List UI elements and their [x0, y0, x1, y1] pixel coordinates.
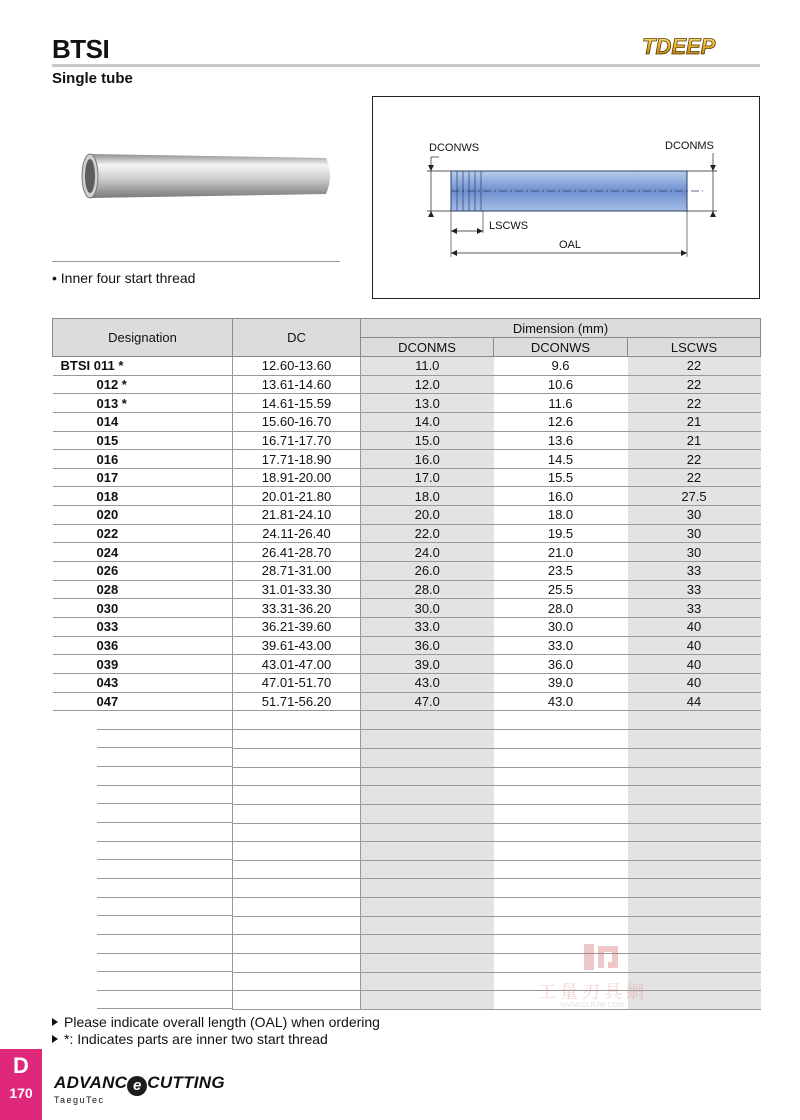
table-row	[53, 562, 761, 581]
photo-divider	[52, 261, 340, 262]
cell-designation	[53, 487, 233, 506]
watermark-mark-icon	[582, 942, 622, 972]
cell-dc: 14.61-15.59	[233, 394, 361, 413]
note-oal-text: Please indicate overall length (OAL) when ordering	[64, 1014, 380, 1030]
cell-lscws: 33	[628, 580, 761, 599]
note-asterisk-text: *: Indicates parts are inner two start thread	[64, 1031, 328, 1047]
empty-cell-line	[97, 823, 233, 842]
watermark-url: WWW.GLRJW.COM	[560, 1002, 624, 1009]
cell-dc: 24.11-26.40	[233, 524, 361, 543]
table-row	[53, 412, 761, 431]
cell-dconms: 47.0	[361, 692, 494, 711]
cell-designation	[53, 412, 233, 431]
empty-table-row	[53, 898, 761, 917]
cell-dconms: 17.0	[361, 468, 494, 487]
cell-lscws: 40	[628, 636, 761, 655]
cell-lscws: 22	[628, 375, 761, 394]
cell-dc: 39.61-43.00	[233, 636, 361, 655]
empty-cell	[628, 730, 761, 749]
empty-cell	[233, 898, 361, 917]
header-designation: Designation	[53, 319, 233, 357]
designation-code: 017	[96, 470, 119, 486]
empty-cell	[361, 823, 494, 842]
designation-prefix: BTSI	[60, 358, 91, 374]
cell-lscws: 27.5	[628, 487, 761, 506]
cell-dconms: 30.0	[361, 599, 494, 618]
empty-cell-line	[97, 879, 233, 898]
empty-cell	[233, 786, 361, 805]
cell-designation	[53, 580, 233, 599]
empty-table-row	[53, 786, 761, 805]
watermark	[530, 942, 680, 1012]
cell-dconms: 20.0	[361, 506, 494, 525]
empty-cell	[233, 935, 361, 954]
title-divider	[52, 64, 760, 67]
empty-cell	[233, 767, 361, 786]
section-tab	[0, 1049, 42, 1120]
designation-code: 047	[96, 693, 119, 709]
tube-schematic	[373, 97, 761, 300]
logo-sub: TaeguTec	[54, 1095, 105, 1105]
cell-dconws: 28.0	[494, 599, 628, 618]
designation-code: 036	[96, 637, 119, 653]
empty-cell	[494, 786, 628, 805]
empty-cell	[494, 804, 628, 823]
cell-dconws: 15.5	[494, 468, 628, 487]
empty-cell	[53, 898, 233, 917]
empty-cell	[53, 935, 233, 954]
empty-cell	[53, 804, 233, 823]
svg-text:TDEEP: TDEEP	[642, 34, 716, 59]
empty-cell	[361, 935, 494, 954]
cell-dconws: 39.0	[494, 673, 628, 692]
empty-cell	[361, 991, 494, 1010]
empty-cell	[53, 991, 233, 1010]
designation-code: 011 *	[93, 358, 124, 374]
empty-cell-line	[97, 916, 233, 935]
empty-cell-line	[97, 898, 233, 917]
cell-lscws: 22	[628, 357, 761, 376]
designation-code: 026	[96, 563, 119, 579]
label-dconws: DCONWS	[429, 142, 480, 154]
empty-cell	[53, 916, 233, 935]
table-row	[53, 524, 761, 543]
cell-designation	[53, 375, 233, 394]
designation-code: 043	[96, 675, 119, 691]
header-dimension: Dimension (mm)	[361, 319, 761, 338]
cell-designation	[53, 655, 233, 674]
empty-cell	[494, 898, 628, 917]
cell-dconws: 43.0	[494, 692, 628, 711]
logo-e-icon: e	[127, 1076, 147, 1096]
cell-dc: 51.71-56.20	[233, 692, 361, 711]
empty-table-row	[53, 748, 761, 767]
empty-cell-line	[97, 730, 233, 749]
empty-cell	[628, 842, 761, 861]
cell-dconms: 36.0	[361, 636, 494, 655]
empty-cell	[233, 804, 361, 823]
cell-lscws: 22	[628, 468, 761, 487]
table-row	[53, 543, 761, 562]
cell-dconms: 22.0	[361, 524, 494, 543]
table-row	[53, 431, 761, 450]
cell-designation	[53, 636, 233, 655]
designation-code: 014	[96, 414, 119, 430]
empty-cell	[53, 972, 233, 991]
cell-dconws: 19.5	[494, 524, 628, 543]
table-row	[53, 673, 761, 692]
cell-dconms: 24.0	[361, 543, 494, 562]
note-asterisk	[52, 1031, 328, 1047]
tdeep-logo	[640, 32, 762, 60]
empty-cell	[53, 730, 233, 749]
cell-lscws: 22	[628, 394, 761, 413]
empty-cell	[628, 804, 761, 823]
empty-cell	[494, 842, 628, 861]
table-row	[53, 692, 761, 711]
designation-code: 022	[96, 526, 119, 542]
cell-lscws: 30	[628, 506, 761, 525]
empty-cell-line	[97, 711, 233, 730]
empty-cell	[494, 711, 628, 730]
empty-cell	[361, 916, 494, 935]
cell-designation	[53, 450, 233, 469]
empty-cell	[361, 804, 494, 823]
cell-dc: 31.01-33.30	[233, 580, 361, 599]
cell-lscws: 33	[628, 562, 761, 581]
empty-cell	[628, 823, 761, 842]
logo-right: CUTTING	[147, 1073, 225, 1092]
tube-photo	[78, 148, 338, 204]
empty-cell	[361, 786, 494, 805]
cell-dconws: 13.6	[494, 431, 628, 450]
cell-designation	[53, 431, 233, 450]
page-subtitle: Single tube	[52, 70, 133, 87]
empty-cell	[53, 860, 233, 879]
designation-code: 028	[96, 582, 119, 597]
cell-designation	[53, 562, 233, 581]
empty-cell-line	[97, 860, 233, 879]
empty-cell	[53, 711, 233, 730]
cell-dconws: 16.0	[494, 487, 628, 506]
feature-text: Inner four start thread	[60, 270, 196, 286]
empty-cell	[361, 860, 494, 879]
cell-dconms: 26.0	[361, 562, 494, 581]
empty-cell	[53, 786, 233, 805]
empty-cell	[494, 748, 628, 767]
cell-lscws: 30	[628, 524, 761, 543]
empty-cell-line	[97, 935, 233, 954]
empty-cell	[361, 748, 494, 767]
empty-cell	[53, 767, 233, 786]
label-dconms: DCONMS	[665, 140, 714, 152]
empty-cell	[361, 730, 494, 749]
cell-dconws: 36.0	[494, 655, 628, 674]
cell-dconws: 11.6	[494, 394, 628, 413]
cell-dconws: 21.0	[494, 543, 628, 562]
cell-dconws: 10.6	[494, 375, 628, 394]
table-row	[53, 599, 761, 618]
empty-cell	[53, 842, 233, 861]
empty-table-row	[53, 767, 761, 786]
empty-cell	[361, 972, 494, 991]
watermark-text: 工量刃具網	[538, 982, 648, 1003]
empty-cell-line	[97, 972, 233, 991]
designation-code: 018	[96, 488, 119, 504]
cell-dc: 36.21-39.60	[233, 617, 361, 636]
cell-dconws: 14.5	[494, 450, 628, 469]
label-oal: OAL	[559, 239, 582, 251]
cell-dconms: 18.0	[361, 487, 494, 506]
empty-table-row	[53, 730, 761, 749]
page-number: 170	[9, 1085, 33, 1101]
cell-designation	[53, 673, 233, 692]
empty-cell	[361, 898, 494, 917]
empty-cell-line	[97, 954, 233, 973]
cell-designation	[53, 468, 233, 487]
empty-cell	[361, 879, 494, 898]
cell-dc: 13.61-14.60	[233, 375, 361, 394]
table-body	[53, 357, 761, 1010]
empty-table-row	[53, 916, 761, 935]
empty-table-row	[53, 842, 761, 861]
cell-dconms: 33.0	[361, 617, 494, 636]
dimension-diagram	[372, 96, 760, 299]
designation-code: 016	[96, 451, 119, 467]
cell-dc: 17.71-18.90	[233, 450, 361, 469]
empty-cell-line	[97, 991, 233, 1010]
cell-dconws: 33.0	[494, 636, 628, 655]
table-row	[53, 617, 761, 636]
designation-code: 015	[96, 432, 119, 448]
cell-lscws: 33	[628, 599, 761, 618]
table-row	[53, 487, 761, 506]
feature-bullet: • Inner four start thread	[52, 270, 196, 286]
cell-designation	[53, 524, 233, 543]
cell-dconms: 43.0	[361, 673, 494, 692]
cell-dconms: 11.0	[361, 357, 494, 376]
empty-cell-line	[97, 748, 233, 767]
cell-lscws: 30	[628, 543, 761, 562]
empty-cell	[233, 991, 361, 1010]
empty-cell	[628, 748, 761, 767]
empty-cell	[494, 823, 628, 842]
table-row	[53, 357, 761, 376]
empty-cell	[233, 842, 361, 861]
table-row	[53, 394, 761, 413]
cell-dc: 43.01-47.00	[233, 655, 361, 674]
cell-dconms: 15.0	[361, 431, 494, 450]
label-lscws: LSCWS	[489, 220, 529, 232]
cell-dc: 12.60-13.60	[233, 357, 361, 376]
empty-table-row	[53, 804, 761, 823]
empty-cell	[233, 954, 361, 973]
cell-lscws: 40	[628, 673, 761, 692]
header-dconws: DCONWS	[494, 338, 628, 357]
designation-code: 024	[96, 544, 119, 560]
empty-cell	[494, 730, 628, 749]
designation-code: 020	[96, 507, 119, 523]
empty-cell	[361, 711, 494, 730]
empty-cell	[494, 879, 628, 898]
cell-dconws: 9.6	[494, 357, 628, 376]
empty-table-row	[53, 879, 761, 898]
empty-cell	[53, 879, 233, 898]
cell-dc: 28.71-31.00	[233, 562, 361, 581]
designation-code: 033	[96, 619, 119, 635]
cell-lscws: 40	[628, 655, 761, 674]
cell-dconws: 18.0	[494, 506, 628, 525]
empty-cell	[233, 972, 361, 991]
cell-designation	[53, 543, 233, 562]
cell-dconms: 13.0	[361, 394, 494, 413]
cell-dconms: 28.0	[361, 580, 494, 599]
empty-cell	[233, 730, 361, 749]
cell-lscws: 21	[628, 412, 761, 431]
cell-dconms: 16.0	[361, 450, 494, 469]
triangle-bullet-icon	[52, 1035, 58, 1043]
table-row	[53, 580, 761, 599]
empty-cell	[628, 898, 761, 917]
cell-designation	[53, 394, 233, 413]
section-letter: D	[13, 1053, 29, 1078]
cell-designation	[53, 506, 233, 525]
empty-cell-line	[97, 842, 233, 861]
table-row	[53, 655, 761, 674]
empty-cell	[233, 748, 361, 767]
empty-cell	[494, 916, 628, 935]
table-row	[53, 468, 761, 487]
cell-designation	[53, 692, 233, 711]
cell-designation	[53, 599, 233, 618]
page-title: BTSI	[52, 34, 110, 64]
empty-table-row	[53, 823, 761, 842]
cell-lscws: 40	[628, 617, 761, 636]
cell-dc: 15.60-16.70	[233, 412, 361, 431]
empty-cell	[361, 767, 494, 786]
empty-cell	[628, 767, 761, 786]
empty-cell	[53, 748, 233, 767]
header-lscws: LSCWS	[628, 338, 761, 357]
cell-dconws: 23.5	[494, 562, 628, 581]
cell-dc: 26.41-28.70	[233, 543, 361, 562]
header-dconms: DCONMS	[361, 338, 494, 357]
cell-dconms: 12.0	[361, 375, 494, 394]
cell-designation	[53, 617, 233, 636]
designation-code: 039	[96, 656, 119, 672]
empty-cell	[361, 954, 494, 973]
designation-code: 012 *	[96, 376, 127, 392]
empty-cell	[628, 711, 761, 730]
cell-designation	[53, 357, 233, 376]
table-row	[53, 375, 761, 394]
empty-cell	[233, 711, 361, 730]
cell-dc: 33.31-36.20	[233, 599, 361, 618]
empty-cell	[628, 916, 761, 935]
designation-code: 013 *	[96, 395, 127, 411]
empty-cell	[233, 823, 361, 842]
spec-table	[52, 318, 761, 1010]
table-row	[53, 636, 761, 655]
empty-cell	[628, 860, 761, 879]
empty-cell-line	[97, 804, 233, 823]
cell-dconws: 12.6	[494, 412, 628, 431]
cell-dconws: 30.0	[494, 617, 628, 636]
empty-cell	[53, 823, 233, 842]
logo-left: ADVANC	[54, 1073, 128, 1092]
empty-cell	[628, 786, 761, 805]
cell-dconms: 14.0	[361, 412, 494, 431]
triangle-bullet-icon	[52, 1018, 58, 1026]
cell-dc: 47.01-51.70	[233, 673, 361, 692]
cell-dconws: 25.5	[494, 580, 628, 599]
cell-lscws: 22	[628, 450, 761, 469]
cell-lscws: 21	[628, 431, 761, 450]
designation-code: 030	[96, 600, 119, 616]
empty-cell	[494, 767, 628, 786]
cell-lscws: 44	[628, 692, 761, 711]
table-row	[53, 450, 761, 469]
cell-dc: 20.01-21.80	[233, 487, 361, 506]
empty-cell	[53, 954, 233, 973]
cell-dc: 16.71-17.70	[233, 431, 361, 450]
cell-dc: 21.81-24.10	[233, 506, 361, 525]
empty-table-row	[53, 711, 761, 730]
empty-cell	[628, 879, 761, 898]
empty-cell-line	[97, 767, 233, 786]
table-row	[53, 506, 761, 525]
empty-cell	[361, 842, 494, 861]
empty-cell	[233, 916, 361, 935]
note-oal	[52, 1014, 380, 1030]
cell-dc: 18.91-20.00	[233, 468, 361, 487]
header-dc: DC	[233, 319, 361, 357]
advance-cutting-logo	[54, 1073, 225, 1105]
empty-cell	[233, 879, 361, 898]
empty-cell	[233, 860, 361, 879]
empty-cell-line	[97, 786, 233, 805]
empty-cell	[494, 860, 628, 879]
empty-table-row	[53, 860, 761, 879]
cell-dconms: 39.0	[361, 655, 494, 674]
